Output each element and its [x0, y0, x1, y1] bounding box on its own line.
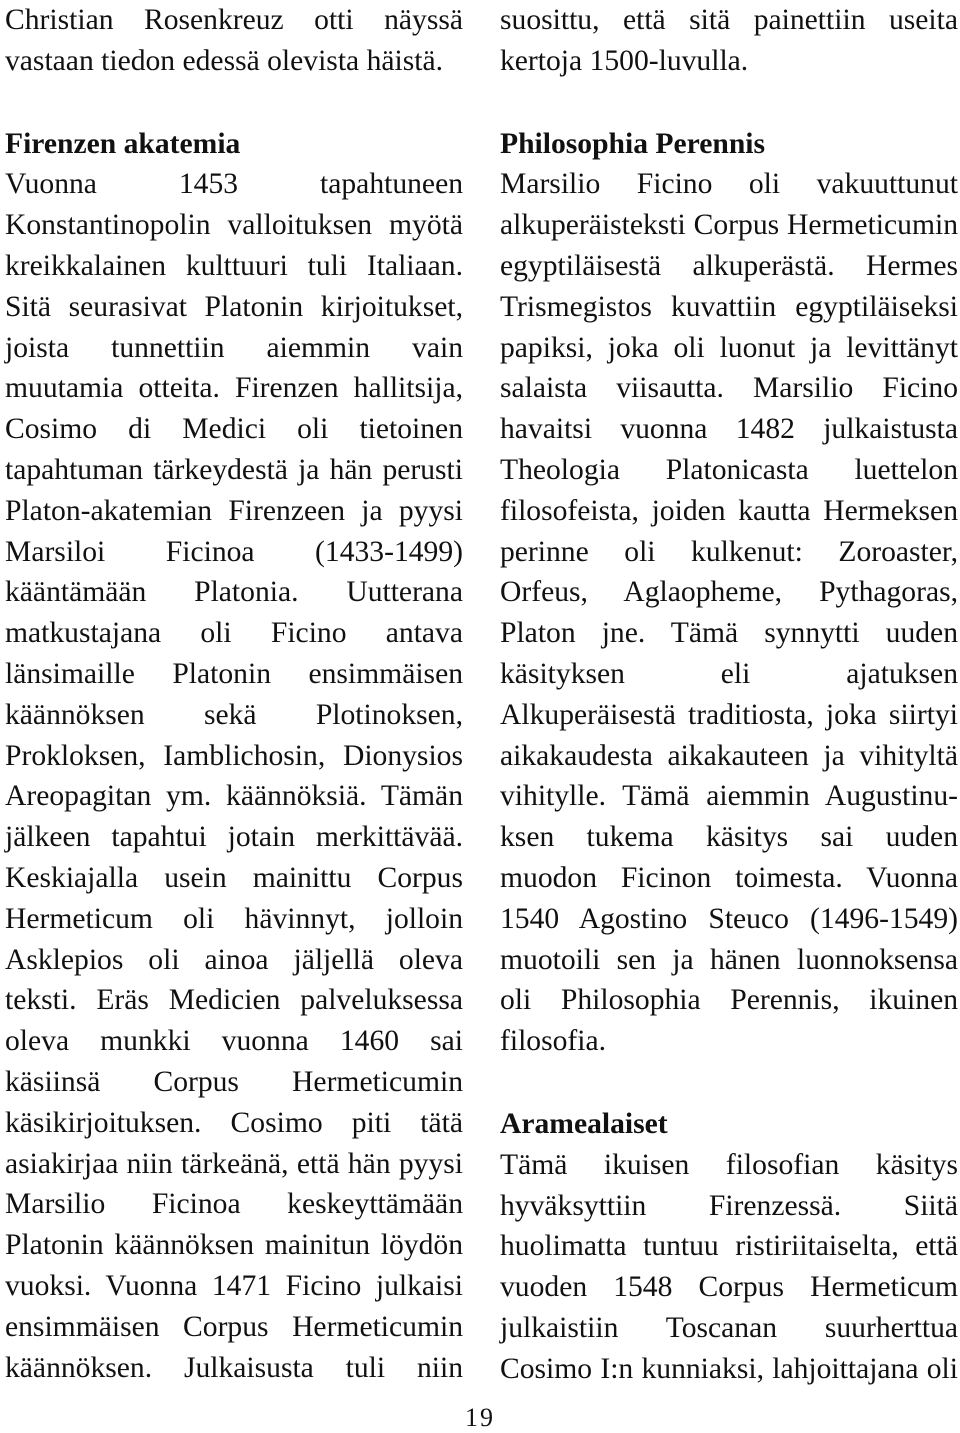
- left-column: [5, 0, 463, 1388]
- section-body-aramealaiset: Tämä ikuisen filosofian käsitys hyväksyttiin Firenzessä. Siitä huolimatta tuntuu ristiriitaiselta, että vuoden 1548 Corpus Hermeticum julkaistiin Toscanan suurherttua Cosimo I:n kunniaksi, lahjoittajana oli: [500, 1148, 958, 1385]
- section-gap: [500, 82, 958, 124]
- section-body-firenzen-akatemia: Vuonna 1453 tapahtuneen Konstantinopolin valloituksen myötä kreikkalainen kulttuuri tuli Italiaan. Sitä seurasivat Platonin kirjoitukset, joista tunnettiin aiemmin vain muutamia otteita. Firenzen hallitsija, Cosimo di Medici oli tietoinen tapahtuman tärkeydestä ja hän perusti Platon-akatemian Firenzeen ja pyysi Marsiloi Ficinoa (1433-1499) kääntämään Platonia. Uutterana matkustajana oli Ficino antava länsimaille Platonin ensimmäisen käännöksen sekä Plotinoksen, Prokloksen, Iamblichosin, Dionysios Areopagitan ym. käännöksiä. Tämän jälkeen tapahtui jotain merkittävää. Keskiajalla usein mainittu Corpus Hermeticum oli hävinnyt, jolloin Asklepios oli ainoa jäljellä oleva teksti. Eräs Medicien palveluksessa oleva munkki vuonna 1460 sai käsiinsä Corpus Hermeticumin käsikirjoituksen. Cosimo piti tätä asiakirjaa niin tärkeänä, että hän pyysi Marsilio Ficinoa keskeyttämään Platonin käännöksen mainitun löydön vuoksi. Vuonna 1471 Ficino julkaisi ensimmäisen Corpus Hermeticumin käännöksen. Julkaisusta tuli niin: [5, 168, 463, 1384]
- section-gap: [5, 82, 463, 124]
- section-heading-philosophia-perennis: Philosophia Perennis: [500, 127, 766, 160]
- page-number: 19: [465, 1403, 495, 1432]
- section-body-philosophia-perennis: Marsilio Ficino oli vakuuttunut alkuperäisteksti Corpus Hermeticumin egyptiläisestä alkuperästä. Hermes Trismegistos kuvattiin egyptiläiseksi papiksi, joka oli luonut ja levittänyt salaista viisautta. Marsilio Ficino havaitsi vuonna 1482 julkaistusta Theologia Platonicasta luettelon filosofeista, joiden kautta Hermeksen perinne oli kulkenut: Zoroaster, Orfeus, Aglaopheme, Pythagoras, Platon jne. Tämä synnytti uuden käsityksen eli ajatuksen Alkuperäisestä traditiosta, joka siirtyi aikakaudesta aikakauteen ja vihityltä vihitylle. Tämä aiemmin Augustinu-ksen tukema käsitys sai uuden muodon Ficinon toimesta. Vuonna 1540 Agostino Steuco (1496-1549) muotoili sen ja hänen luonnoksensa oli Philosophia Perennis, ikuinen filosofia.: [500, 168, 958, 1058]
- section-heading-aramealaiset: Aramealaiset: [500, 1107, 668, 1140]
- continuation-paragraph: suosittu, että sitä painettiin useita kertoja 1500-luvulla.: [500, 4, 958, 77]
- section-gap: [500, 1062, 958, 1104]
- intro-paragraph: Christian Rosenkreuz otti näyssä vastaan tiedon edessä olevista häistä.: [5, 4, 463, 77]
- right-column: [500, 0, 958, 1390]
- section-heading-firenzen-akatemia: Firenzen akatemia: [5, 127, 241, 160]
